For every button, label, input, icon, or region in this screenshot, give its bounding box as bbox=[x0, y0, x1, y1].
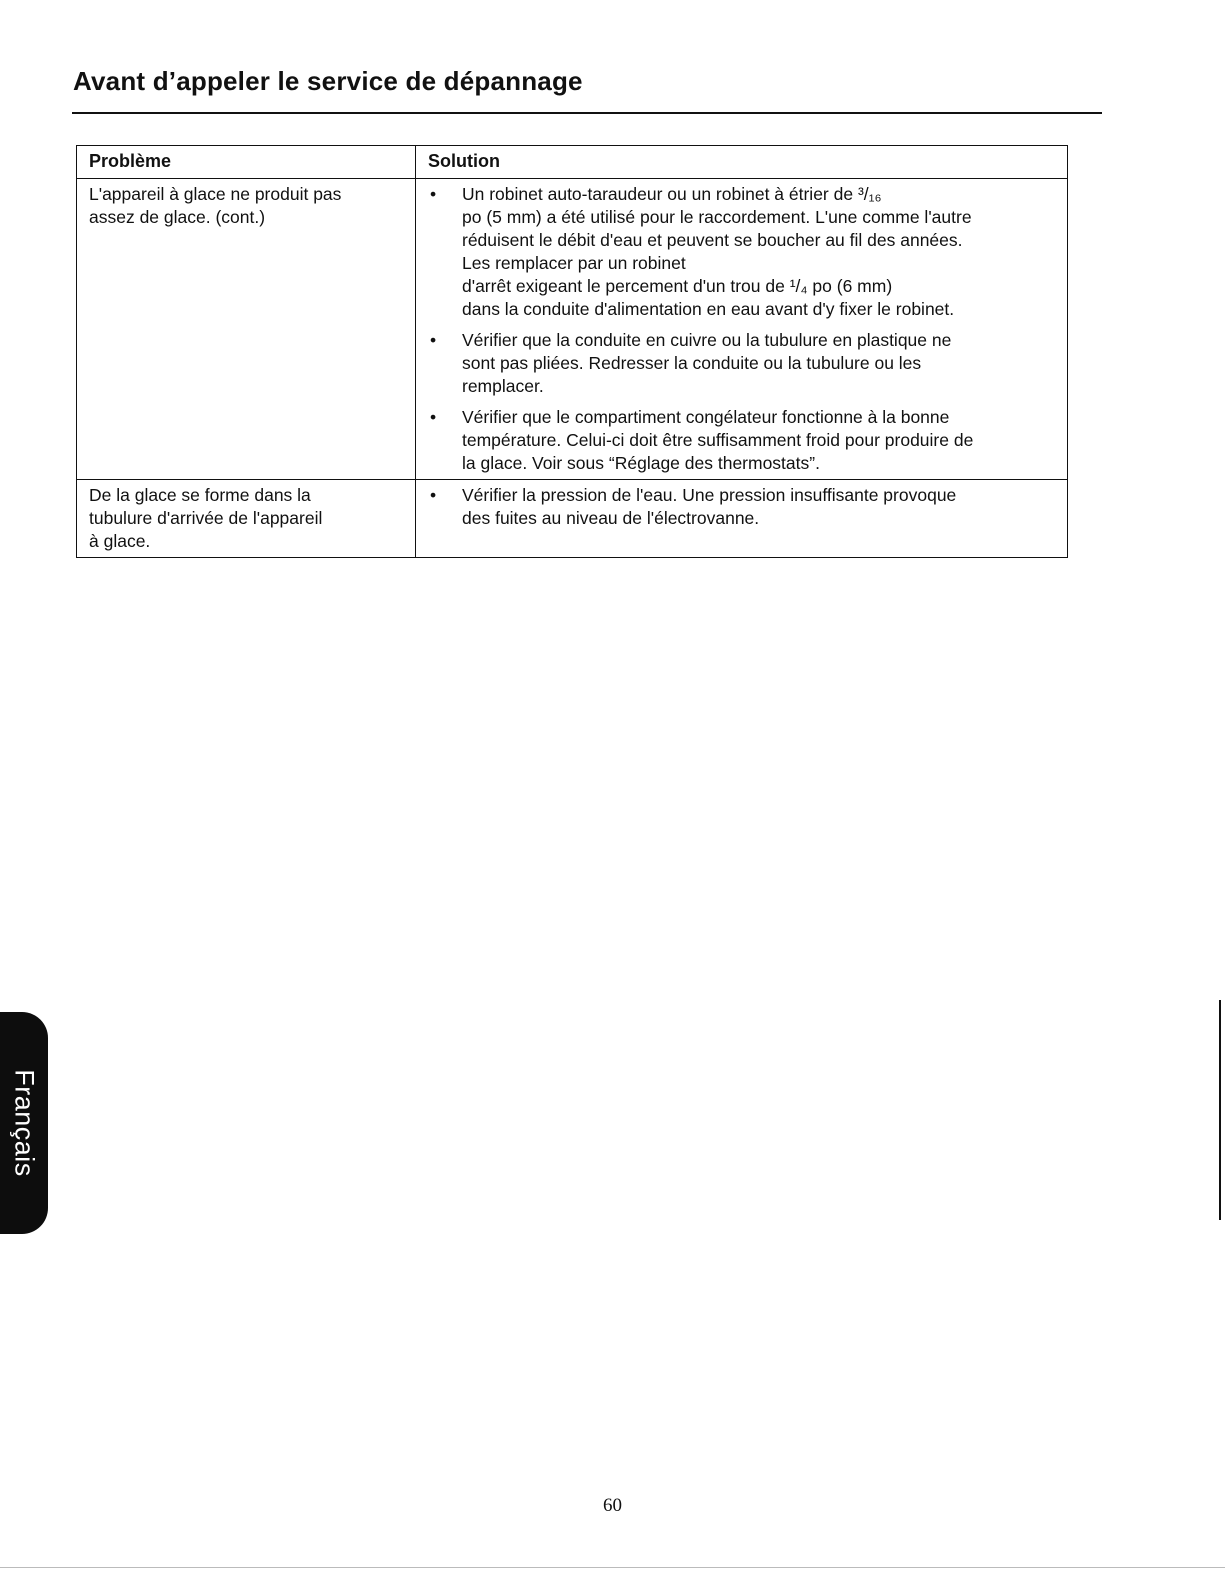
table-header-row bbox=[77, 146, 1068, 179]
problem-cell bbox=[77, 480, 416, 558]
solution-text: Les remplacer par un robinet bbox=[462, 253, 686, 273]
problem-text: De la glace se forme dans la bbox=[89, 485, 311, 505]
table-row bbox=[77, 480, 1068, 558]
solution-item bbox=[428, 183, 1057, 321]
header-problem: Problème bbox=[77, 146, 416, 179]
solution-text: Vérifier que la conduite en cuivre ou la tubulure en plastique ne bbox=[462, 330, 952, 350]
bullet-icon: • bbox=[430, 407, 437, 427]
solution-text: Vérifier que le compartiment congélateur fonctionne à la bonne bbox=[462, 407, 950, 427]
solution-text: remplacer. bbox=[462, 376, 544, 396]
problem-cell bbox=[77, 179, 416, 480]
problem-text: à glace. bbox=[89, 531, 151, 551]
solution-item bbox=[428, 329, 1057, 398]
bullet-icon: • bbox=[430, 184, 437, 204]
solution-cell bbox=[416, 480, 1068, 558]
page-number: 60 bbox=[603, 1495, 622, 1516]
table-row bbox=[77, 179, 1068, 480]
solution-text: réduisent le débit d'eau et peuvent se boucher au fil des années. bbox=[462, 230, 963, 250]
solution-text: Vérifier la pression de l'eau. Une pression insuffisante provoque bbox=[462, 485, 957, 505]
solution-text: po (5 mm) a été utilisé pour le raccordement. L'une comme l'autre bbox=[462, 207, 972, 227]
language-tab-label: Français bbox=[9, 1069, 40, 1177]
problem-text: L'appareil à glace ne produit pas bbox=[89, 184, 342, 204]
solution-text: température. Celui-ci doit être suffisamment froid pour produire de bbox=[462, 430, 974, 450]
solution-text: d'arrêt exigeant le percement d'un trou de ¹/₄ po (6 mm) bbox=[462, 276, 893, 296]
solution-list bbox=[428, 484, 1057, 530]
solution-item bbox=[428, 406, 1057, 475]
bullet-icon: • bbox=[430, 330, 437, 350]
page-bottom-line bbox=[0, 1567, 1225, 1568]
solution-item bbox=[428, 484, 1057, 530]
problem-text: assez de glace. (cont.) bbox=[89, 207, 266, 227]
solution-cell bbox=[416, 179, 1068, 480]
solution-text: des fuites au niveau de l'électrovanne. bbox=[462, 508, 760, 528]
solution-text: la glace. Voir sous “Réglage des thermostats”. bbox=[462, 453, 820, 473]
solution-text: sont pas pliées. Redresser la conduite ou la tubulure ou les bbox=[462, 353, 922, 373]
problem-text: tubulure d'arrivée de l'appareil bbox=[89, 508, 323, 528]
header-solution: Solution bbox=[416, 146, 1068, 179]
troubleshooting-table bbox=[76, 145, 1068, 558]
solution-text: Un robinet auto-taraudeur ou un robinet à étrier de ³/₁₆ bbox=[462, 184, 882, 204]
page-title: Avant d’appeler le service de dépannage bbox=[73, 66, 583, 96]
title-rule bbox=[72, 112, 1102, 114]
page-edge-line bbox=[1219, 1000, 1221, 1220]
solution-text: dans la conduite d'alimentation en eau avant d'y fixer le robinet. bbox=[462, 299, 955, 319]
language-tab bbox=[0, 1012, 48, 1234]
bullet-icon: • bbox=[430, 485, 437, 505]
solution-list bbox=[428, 183, 1057, 475]
